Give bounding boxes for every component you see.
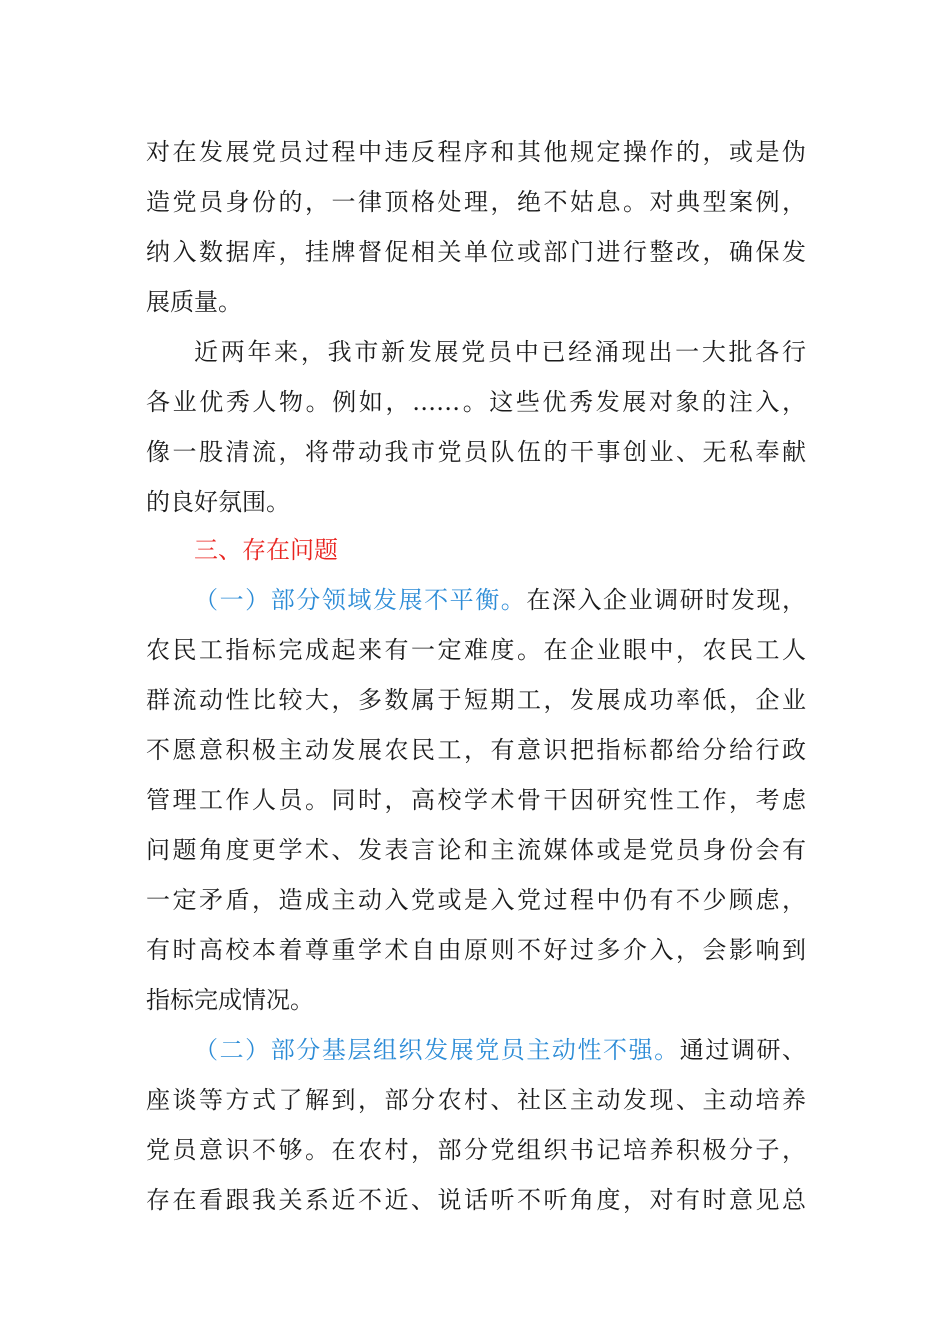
paragraph-2-line-3: 像一股清流，将带动我市党员队伍的干事创业、无私奉献 <box>146 438 806 466</box>
paragraph-4-line-2: 座谈等方式了解到，部分农村、社区主动发现、主动培养 <box>146 1086 806 1114</box>
paragraph-3-line-5: 管理工作人员。同时，高校学术骨干因研究性工作，考虑 <box>146 786 806 814</box>
paragraph-1-line-1: 对在发展党员过程中违反程序和其他规定操作的，或是伪 <box>146 138 806 166</box>
paragraph-2-line-4: 的良好氛围。 <box>146 488 290 516</box>
paragraph-1-line-2: 造党员身份的，一律顶格处理，绝不姑息。对典型案例， <box>146 188 806 216</box>
paragraph-4-subtitle: （二）部分基层组织发展党员主动性不强。 <box>194 1036 680 1064</box>
paragraph-3-line-3: 群流动性比较大，多数属于短期工，发展成功率低，企业 <box>146 686 806 714</box>
paragraph-1-line-4: 展质量。 <box>146 288 242 316</box>
paragraph-3-subtitle: （一）部分领域发展不平衡。 <box>194 586 527 614</box>
section-heading: 三、存在问题 <box>194 536 338 564</box>
paragraph-3-line-9: 指标完成情况。 <box>146 986 314 1014</box>
paragraph-3-line-1-text: 在深入企业调研时发现， <box>526 586 807 614</box>
paragraph-3-line-7: 一定矛盾，造成主动入党或是入党过程中仍有不少顾虑， <box>146 886 806 914</box>
paragraph-4-line-1-text: 通过调研、 <box>679 1036 807 1064</box>
paragraph-3-line-6: 问题角度更学术、发表言论和主流媒体或是党员身份会有 <box>146 836 806 864</box>
paragraph-3-line-2: 农民工指标完成起来有一定难度。在企业眼中，农民工人 <box>146 636 806 664</box>
paragraph-4-line-1 <box>194 1025 806 1075</box>
paragraph-3-line-1 <box>194 575 806 625</box>
paragraph-3-line-8: 有时高校本着尊重学术自由原则不好过多介入，会影响到 <box>146 936 806 964</box>
paragraph-1-line-3: 纳入数据库，挂牌督促相关单位或部门进行整改，确保发 <box>146 238 806 266</box>
paragraph-2-line-2: 各业优秀人物。例如，……。这些优秀发展对象的注入， <box>146 388 806 416</box>
paragraph-4-line-3: 党员意识不够。在农村，部分党组织书记培养积极分子， <box>146 1136 806 1164</box>
paragraph-4-line-4: 存在看跟我关系近不近、说话听不听角度，对有时意见总 <box>146 1186 806 1214</box>
paragraph-2-line-1: 近两年来，我市新发展党员中已经涌现出一大批各行 <box>194 338 806 366</box>
paragraph-3-line-4: 不愿意积极主动发展农民工，有意识把指标都给分给行政 <box>146 736 806 764</box>
